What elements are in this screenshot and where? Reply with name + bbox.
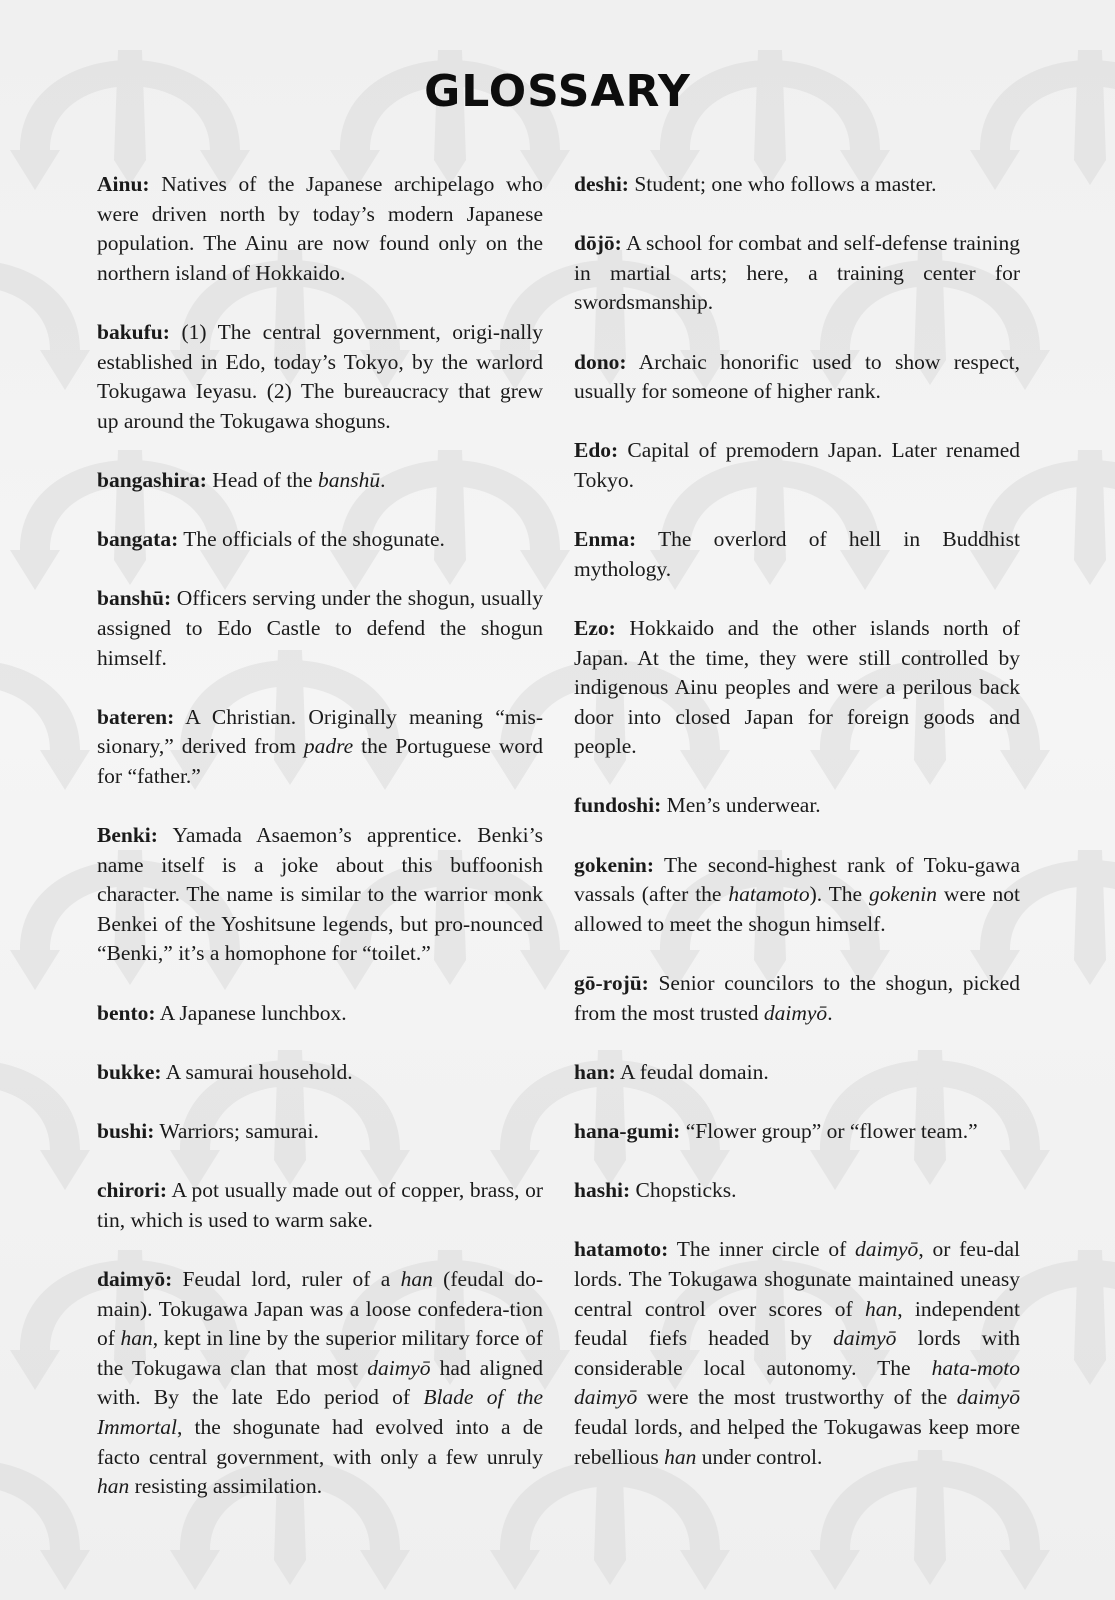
glossary-term: bento: [97,1000,156,1025]
glossary-term: han: [574,1059,616,1084]
glossary-term: hatamoto: [574,1237,669,1262]
glossary-term: Benki: [97,823,158,848]
glossary-definition: Chopsticks. [630,1178,737,1203]
glossary-definition: A school for combat and self-defense training in martial arts; here, a training center for swordsmanship. [574,231,1020,315]
glossary-entry [97,318,543,436]
glossary-term: gō-rojū: [574,971,649,996]
glossary-entry [97,821,543,969]
glossary-term: bangashira: [97,467,207,492]
glossary-term: hashi: [574,1178,631,1203]
glossary-term: deshi: [574,172,629,196]
glossary-definition: The overlord of hell in Buddhist mythology. [574,527,1020,581]
glossary-entry [574,1235,1020,1472]
glossary-entry [574,1117,1020,1147]
glossary-entry [574,525,1020,584]
glossary-definition: The inner circle of daimyō, or feu-dal lords. The Tokugawa shogunate maintained uneasy central control over scores of han, independent feudal fiefs headed by daimyō lords with considerable local autonomy. The hata-moto daimyō were the most trustworthy of the daimyō feudal lords, and helped the Tokugawas keep more rebellious han under control. [574,1237,1020,1469]
glossary-definition: The second-highest rank of Toku-gawa vassals (after the hatamoto). The gokenin were not allowed to meet the shogun himself. [574,852,1021,936]
glossary-term: dōjō: [574,231,622,256]
glossary-definition: (1) The central government, origi-nally established in Edo, today’s Tokyo, by the warlord Tokugawa Ieyasu. (2) The bureaucracy that grew up around the Tokugawa shoguns. [97,319,543,433]
glossary-definition: A Japanese lunchbox. [155,1000,347,1025]
glossary-entry [97,1265,543,1502]
glossary-term: bakufu: [97,319,170,344]
glossary-definition: Archaic honorific used to show respect, usually for someone of higher rank. [574,349,1020,404]
glossary-definition: Capital of premodern Japan. Later renamed Tokyo. [574,438,1020,492]
glossary-entry [97,525,543,555]
glossary-term: bukke: [97,1059,162,1084]
glossary-term: gokenin: [574,852,655,877]
glossary-term: dono: [574,349,627,374]
glossary-definition: A feudal domain. [615,1059,769,1084]
glossary-definition: A samurai household. [161,1059,353,1084]
glossary-definition: “Flower group” or “flower team.” [680,1119,978,1143]
glossary-entry [97,1117,543,1147]
glossary-entry [574,969,1020,1028]
glossary-column-left [97,170,543,1531]
glossary-term: hana-gumi: [574,1119,681,1143]
glossary-term: Ezo: [574,615,616,640]
glossary-column-right [574,170,1020,1502]
glossary-term: bateren: [97,704,175,729]
glossary-definition: The officials of the shogunate. [178,527,445,552]
glossary-definition: Natives of the Japanese archipelago who were driven north by today’s modern Japanese population. The Ainu are now found only on the northern island of Hokkaido. [97,172,543,285]
glossary-definition: Student; one who follows a master. [628,172,937,196]
glossary-entry [97,466,543,496]
glossary-term: fundoshi: [574,793,662,818]
glossary-term: bushi: [97,1119,155,1143]
glossary-entry [574,229,1020,318]
glossary-term: Edo: [574,438,619,463]
glossary-definition: Men’s underwear. [661,793,821,818]
glossary-entry [97,170,543,288]
page-title: GLOSSARY [424,66,691,117]
glossary-entry [574,170,1020,200]
glossary-definition: A Christian. Originally meaning “mis-sionary,” derived from padre the Portuguese word for “father.” [97,704,544,788]
glossary-term: bangata: [97,527,179,552]
glossary-entry [574,1058,1020,1088]
glossary-definition: Senior councilors to the shogun, picked from the most trusted daimyō. [574,971,1020,1025]
glossary-entry [574,614,1020,762]
glossary-entry [97,703,543,792]
glossary-definition: Head of the banshū. [206,467,386,492]
glossary-definition: Hokkaido and the other islands north of Japan. At the time, they were still controlled by indigenous Ainu peoples and were a perilous back door into closed Japan for foreign goods and people. [574,615,1020,759]
glossary-entry [574,1176,1020,1206]
glossary-entry [97,1176,543,1235]
glossary-entry [97,1058,543,1088]
glossary-term: Enma: [574,527,637,552]
glossary-definition: Warriors; samurai. [154,1119,319,1143]
glossary-definition: Officers serving under the shogun, usually assigned to Edo Castle to defend the shogun himself. [97,586,543,670]
glossary-entry [574,348,1020,407]
glossary-entry [97,584,543,673]
glossary-entry [574,791,1020,821]
glossary-term: chirori: [97,1178,168,1203]
glossary-entry [574,851,1020,940]
glossary-definition: Yamada Asaemon’s apprentice. Benki’s name itself is a joke about this buffoonish character. The name is similar to the warrior monk Benkei of the Yoshitsune legends, but pro-nounced “Benki,” it’s a homophone for “toilet.” [97,823,543,966]
glossary-entry [574,436,1020,495]
glossary-term: Ainu: [97,172,150,196]
glossary-definition: A pot usually made out of copper, brass, or tin, which is used to warm sake. [97,1178,543,1232]
glossary-term: daimyō: [97,1266,173,1291]
glossary-term: banshū: [97,586,172,611]
glossary-definition: Feudal lord, ruler of a han (feudal do-main). Tokugawa Japan was a loose confedera-tion of han, kept in line by the superior military force of the Tokugawa clan that most daimyō had aligned with. By the late Edo period of Blade of the Immortal, the shogunate had evolved into a de facto central government, with only a few unruly han resisting assimilation. [97,1266,543,1499]
glossary-entry [97,999,543,1029]
